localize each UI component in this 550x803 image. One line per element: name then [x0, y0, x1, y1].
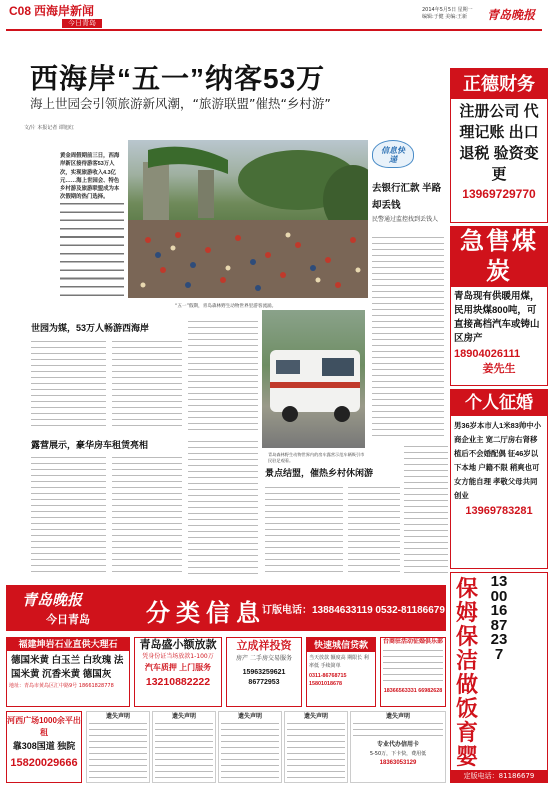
ad-marriage [450, 389, 548, 569]
ad-nanny-contact: 定版电话：81186679 [451, 770, 547, 782]
notice-5-body [353, 722, 443, 740]
news-brief [372, 140, 444, 440]
ad-marriage-body: 男36岁本市人1米83帅中小商企业主 宽二厅房右肾移植后不会婚配偶 征46岁以下本地 户籍不限 稍爽也可女方能自理 孝敬父母共同创业 [454, 421, 542, 500]
notice-2-title: 遗失声明 [171, 714, 196, 720]
ad-credit-title: 快速城信贷款 [307, 638, 375, 652]
ad-coal-body: 青岛现有供暖用煤，民用块煤800吨，可直接高档汽车或铸山区房产 [454, 291, 540, 344]
notice-1-body [89, 722, 147, 778]
notice-3 [218, 711, 282, 783]
rv-text-col3 [188, 440, 258, 576]
notice-1 [86, 711, 150, 783]
ad-invest-sub: 房产 二手房交易服务 [236, 655, 292, 662]
rv-wheel-front [334, 406, 350, 422]
rv-wheel-rear [282, 406, 298, 422]
notice-1-title: 遗失声明 [105, 714, 130, 720]
sidebar-ads [450, 68, 548, 783]
notice-4-body [287, 722, 345, 778]
ad-credit [306, 637, 376, 707]
ad-coal-phone: 18904026111 [454, 348, 521, 360]
brief-body [372, 236, 444, 436]
classified-banner [6, 585, 446, 631]
ad-finance-title: 正德财务 [451, 69, 547, 99]
brief-deck: 民警通过监控找到丢钱人 [372, 216, 439, 223]
notice-6-body: 5-50万，下卡快，费用低 [369, 751, 427, 757]
gate-pillar-left [143, 162, 169, 222]
intro-text-content: 黄金周假期前三日，西海岸新区接待游客53万人次，实现旅游收入4.3亿元……海上世园会、特色乡村游及旅游联盟成为本次假期的热门选择。 [60, 153, 120, 201]
rv-windshield [322, 358, 354, 376]
notice-5 [350, 711, 446, 783]
ad-marriage-phone: 13969783281 [465, 505, 533, 517]
notice-4 [284, 711, 348, 783]
ad-loan-sub: 凭身份证当场放款1-100万 [142, 653, 214, 660]
ad-credit-phone: 0311-86768715 15801018678 [309, 673, 347, 687]
ad-plaza-title: 河西广场1000余平出租 [7, 716, 81, 737]
ad-stone-body: 德国米黄 白玉兰 白玫瑰 法国米黄 沉香米黄 德国灰 [11, 655, 124, 680]
section-head-village: 景点结盟，催热乡村休闲游 [265, 468, 374, 478]
editor-line: 编辑:于健 美编:王新 [422, 14, 467, 20]
ad-plaza [6, 711, 82, 783]
section-title: 西海岸新闻 [34, 4, 95, 18]
ad-stone-addr: 地址：青岛市黄岛区汇中路9号 18661828778 [9, 683, 114, 689]
section-head-rv: 露营展示，豪华房车租赁亮相 [31, 440, 149, 450]
ad-loan [134, 637, 222, 707]
ad-coal-name: 姜先生 [482, 363, 516, 375]
ad-nanny-phone: 13001687237 [490, 573, 508, 663]
rv-photo-image [262, 310, 365, 448]
notice-5-title: 遗失声明 [385, 714, 410, 720]
classified-title: 分类信息 [146, 600, 266, 627]
village-text-col2 [348, 486, 400, 576]
rv-window [276, 360, 300, 374]
ad-plaza-phone: 15820029666 [10, 757, 78, 769]
expo-text-col2 [112, 340, 182, 430]
ad-stone-title: 福建坤岩石业直供大理石 [7, 638, 129, 651]
ad-finance-phone: 13969729770 [462, 187, 536, 201]
masthead [0, 0, 550, 28]
ad-stone [6, 637, 130, 707]
ad-plaza-sub: 靠308国道 独院 [12, 741, 76, 751]
notice-6-phone: 18363053129 [379, 760, 417, 766]
notice-2 [152, 711, 216, 783]
rv-stripe [270, 382, 360, 388]
notice-6-title: 专业代办信用卡 [376, 742, 419, 748]
ad-club-title: 台商驻活动征婚俱乐部 [382, 639, 443, 645]
subheadline: 海上世园会引领旅游新风潮，“旅游联盟”催热“乡村游” [30, 96, 331, 111]
classified-logo: 青岛晚报 [22, 591, 83, 609]
ad-invest [226, 637, 302, 707]
ad-invest-title: 立成祥投资 [236, 640, 292, 652]
ad-marriage-title: 个人征婚 [451, 390, 547, 416]
expo-text-col1 [31, 340, 106, 430]
rv-text-col1 [31, 456, 106, 576]
ad-coal [450, 226, 548, 386]
notice-4-title: 遗失声明 [303, 714, 328, 720]
classified-logo-sub: 今日青岛 [46, 614, 90, 626]
classified-phones: 订版电话：13884633119 0532-81186679 [262, 605, 445, 616]
ad-loan-sub2: 汽车质押 上门服务 [144, 663, 212, 672]
section-head-expo: 世园为媒，53万人畅游西海岸 [31, 323, 150, 333]
ad-club [380, 637, 446, 707]
ad-finance-body: 注册公司 代理记账 出口退税 验资变更 [459, 103, 539, 183]
main-photo-image [128, 140, 368, 298]
ad-nanny [450, 572, 548, 783]
sub-tag: 今日青岛 [62, 19, 102, 28]
notice-3-body [221, 722, 279, 778]
headline: 西海岸“五一”纳客53万 [30, 63, 326, 94]
rv-photo [262, 310, 365, 448]
ad-finance [450, 68, 548, 223]
rv-text-col2 [112, 456, 182, 576]
masthead-rule [6, 29, 542, 31]
photo-caption-2: 青岛森林野生动物世界内的房车露营示范车辆吸引市民驻足观看。 [268, 452, 365, 463]
ad-club-body [383, 649, 443, 685]
photo-caption-1: “五一”假期，青岛森林野生动物世界里游客流涌。 [175, 304, 277, 309]
village-text-col1 [265, 486, 343, 576]
notice-3-title: 遗失声明 [237, 714, 262, 720]
intro-text [60, 152, 124, 302]
ad-club-phone: 18366563331 66982628 [383, 688, 443, 694]
brief-badge [372, 140, 414, 168]
brief-badge-label: 信息快递 [381, 145, 405, 164]
ad-loan-phone: 13210882222 [145, 676, 211, 688]
expo-text-col3 [188, 320, 258, 430]
crowd-area [128, 220, 368, 298]
paper-name: 青岛晚报 [487, 8, 536, 22]
page-code: C08 [6, 4, 34, 18]
ad-invest-phone: 15963259621 86772953 [242, 669, 286, 686]
main-photo [128, 140, 368, 298]
ad-nanny-text: 保姆保洁做饭育婴 [455, 576, 478, 769]
notices-row [86, 711, 446, 783]
byline: 文/片 本报记者 谭旭红 [24, 125, 74, 131]
brief-head: 去银行汇款 半路却丢钱 [372, 183, 442, 211]
gate-pillar-right [198, 170, 214, 218]
ad-loan-title: 青岛盛小额放款 [139, 639, 217, 651]
village-text-col3 [404, 445, 448, 576]
ad-coal-title: 急售煤炭 [451, 227, 547, 287]
ad-credit-sub: 当天放款 额度高 期限长 利率低 手续简单 [309, 655, 369, 669]
date-line: 2014年5月5日 星期一 [422, 7, 473, 13]
notice-2-body [155, 722, 213, 778]
